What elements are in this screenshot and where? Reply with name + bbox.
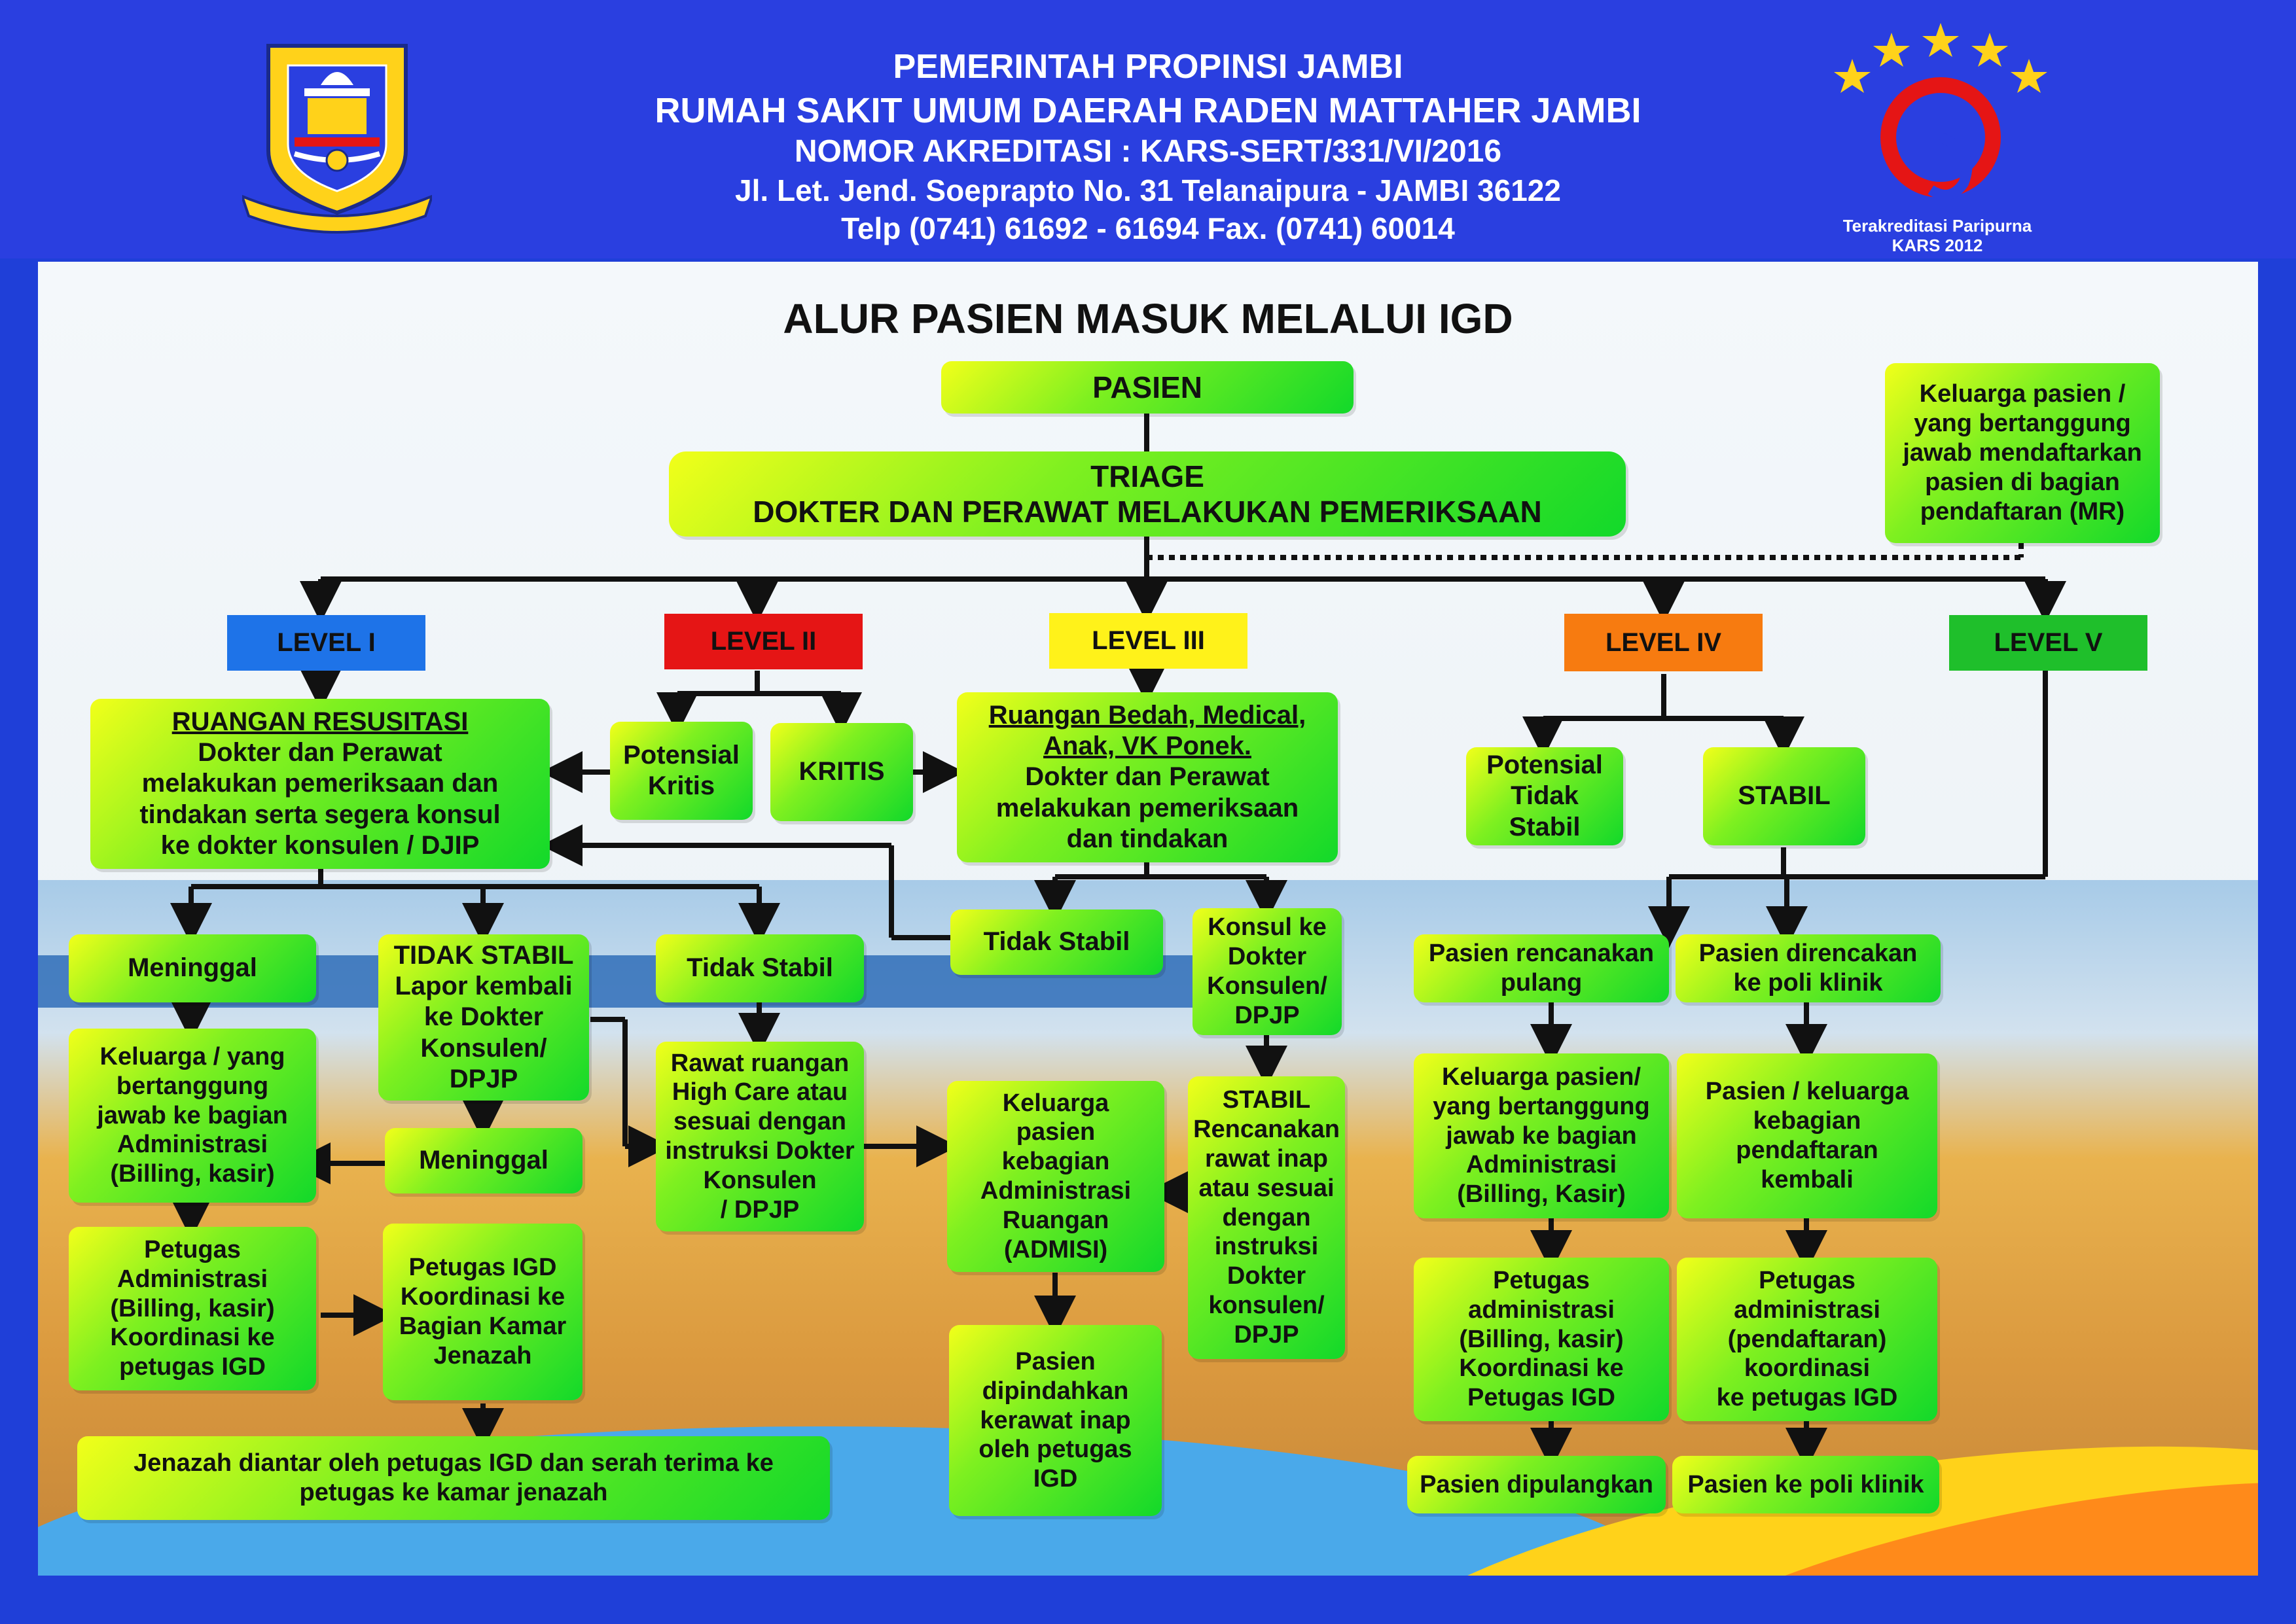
stabil-box [1703, 747, 1865, 845]
tidak-stabil-lapor-box [378, 934, 589, 1101]
box-line: ke dokter konsulen / DJIP [160, 830, 480, 860]
box-line: Petugas [144, 1235, 241, 1263]
box-line: melakukan pemeriksaan [996, 793, 1299, 822]
box-line: Konsulen/ DPJP [420, 1033, 547, 1093]
meninggal-box [385, 1128, 583, 1193]
keluarga-daftar-box [1885, 363, 2160, 543]
tidak-stabil-box [656, 934, 864, 1002]
box-line: jawab ke bagian [97, 1101, 288, 1129]
keluarga-admisi-box [947, 1081, 1164, 1272]
tidak-stabil-label: Tidak Stabil [687, 953, 833, 983]
box-line: jawab ke bagian [1446, 1121, 1637, 1150]
box-line: kebagian [1001, 1148, 1110, 1176]
box-line: (pendaftaran) [1727, 1325, 1887, 1353]
jenazah-box [77, 1436, 830, 1520]
box-line: Jenazah diantar oleh petugas IGD dan serah terima ke [134, 1449, 774, 1477]
box-line: rawat inap [1205, 1144, 1328, 1173]
box-line: instruksi [1214, 1233, 1319, 1261]
box-line: Keluarga pasien/ [1441, 1063, 1641, 1091]
box-line: instruksi Dokter [665, 1137, 855, 1165]
level-5-label: LEVEL V [1949, 615, 2147, 671]
pasien-dipindahkan-box [949, 1325, 1162, 1516]
ke-poli-label: Pasien ke poli klinik [1687, 1470, 1924, 1498]
box-line: Keluarga / yang [99, 1042, 285, 1070]
box-line: petugas ke kamar jenazah [299, 1479, 608, 1506]
pasien-label: PASIEN [1092, 370, 1202, 404]
box-line: Bagian Kamar [399, 1313, 567, 1340]
box-line: Pasien / keluarga [1705, 1078, 1909, 1106]
petugas-pendaftaran-box [1677, 1258, 1937, 1421]
stabil-label: STABIL [1738, 781, 1831, 811]
box-line: konsulen/ [1208, 1292, 1325, 1320]
triage-description: DOKTER DAN PERAWAT MELAKUKAN PEMERIKSAAN [753, 495, 1542, 529]
level-3-label: LEVEL III [1049, 613, 1247, 669]
pasien-dipulangkan-box [1407, 1456, 1666, 1513]
accreditation-label-1: Terakreditasi Paripurna [1842, 216, 2032, 236]
box-line: STABIL [1222, 1086, 1311, 1114]
level-2-label: LEVEL II [664, 614, 863, 669]
box-line: bertanggung [116, 1072, 269, 1100]
box-line: Petugas IGD [1467, 1384, 1615, 1412]
box-line: dipindahkan [982, 1377, 1129, 1405]
box-line: Koordinasi ke [1459, 1354, 1624, 1383]
box-line: Administrasi [980, 1177, 1132, 1205]
bedah-title-line: Anak, VK Ponek. [1043, 732, 1251, 761]
box-line: Petugas IGD [408, 1254, 557, 1282]
level-4-label: LEVEL IV [1564, 614, 1763, 671]
box-line: Rawat ruangan [670, 1049, 850, 1077]
box-line: atau sesuai [1198, 1174, 1335, 1202]
box-line: (Billing, Kasir) [1457, 1180, 1626, 1209]
box-line: Koordinasi ke [400, 1283, 565, 1311]
box-line: Administrasi [117, 1131, 268, 1159]
box-line: Keluarga pasien / [1919, 380, 2126, 408]
box-line: administrasi [1468, 1296, 1615, 1324]
petugas-administrasi-box [69, 1227, 316, 1390]
box-line: pasien di bagian [1925, 468, 2120, 496]
box-line: Koordinasi ke [110, 1324, 275, 1352]
box-line: sesuai dengan [673, 1108, 846, 1136]
level-1-label: LEVEL I [227, 615, 425, 671]
box-line: ke Dokter [423, 1002, 544, 1032]
box-line: dengan [1222, 1203, 1311, 1231]
triage-box [669, 451, 1626, 537]
box-line: / DPJP [720, 1195, 800, 1224]
box-line: Konsulen/ [1207, 972, 1327, 1000]
box-line: Keluarga [1002, 1089, 1109, 1117]
box-line: Kritis [647, 771, 715, 800]
meninggal-box [69, 934, 316, 1002]
dipulangkan-label: Pasien dipulangkan [1420, 1470, 1653, 1498]
accreditation-label-2: KARS 2012 [1892, 236, 1983, 255]
box-line: Pasien rencanakan [1428, 940, 1655, 968]
petugas-administrasi-box [1414, 1258, 1669, 1421]
meninggal-label: Meninggal [419, 1146, 548, 1175]
box-line: tindakan serta segera konsul [139, 800, 501, 829]
box-line: Pasien direncakan [1698, 940, 1918, 968]
box-line: IGD [1033, 1465, 1078, 1493]
tidak-stabil-label: Tidak Stabil [983, 927, 1130, 957]
box-line: Dokter [1227, 943, 1307, 971]
header-line-3: NOMOR AKREDITASI : KARS-SERT/331/VI/2016 [794, 134, 1502, 169]
box-line: High Care atau [672, 1078, 848, 1106]
box-line: Petugas [1493, 1266, 1590, 1294]
box-line: kebagian [1753, 1107, 1861, 1135]
stabil-rawat-inap-box [1188, 1076, 1345, 1359]
box-line: Ruangan [1002, 1206, 1109, 1234]
pasien-keluarga-pendaftaran-box [1677, 1053, 1937, 1218]
box-line: kerawat inap [980, 1406, 1131, 1434]
box-line: oleh petugas [978, 1436, 1132, 1464]
bedah-title-line: Ruangan Bedah, Medical, [988, 701, 1306, 730]
meninggal-label: Meninggal [128, 953, 257, 983]
kritis-label: KRITIS [798, 757, 885, 786]
box-line: DPJP [1234, 1320, 1299, 1349]
box-line: Dokter dan Perawat [1025, 762, 1270, 792]
box-line: dan tindakan [1066, 824, 1229, 853]
kritis-box [770, 723, 913, 821]
box-line: petugas IGD [119, 1353, 266, 1381]
box-line: pasien [1016, 1118, 1096, 1146]
box-line: TIDAK STABIL [393, 941, 574, 970]
keluarga-administrasi-box [69, 1029, 316, 1203]
header-line-2: RUMAH SAKIT UMUM DAERAH RADEN MATTAHER JAMBI [655, 91, 1641, 130]
pasien-rencana-pulang-box [1414, 934, 1669, 1002]
box-line: (Billing, kasir) [110, 1160, 275, 1188]
diagram-title: ALUR PASIEN MASUK MELALUI IGD [783, 295, 1513, 342]
box-line: Potensial [623, 740, 740, 769]
header-line-5: Telp (0741) 61692 - 61694 Fax. (0741) 60014 [841, 211, 1455, 245]
box-line: Rencanakan [1193, 1116, 1340, 1144]
pasien-ke-poli-box [1672, 1456, 1939, 1513]
box-line: Konsulen [703, 1166, 817, 1194]
box-line: administrasi [1734, 1296, 1880, 1324]
petugas-igd-box [383, 1224, 583, 1400]
box-line: DPJP [1234, 1001, 1300, 1029]
box-line: yang bertanggung [1433, 1092, 1650, 1120]
tidak-stabil-box [950, 909, 1163, 975]
rawat-high-care-box [656, 1042, 864, 1231]
box-line: (Billing, kasir) [110, 1294, 275, 1322]
box-line: Administrasi [117, 1265, 268, 1293]
box-line: pulang [1500, 969, 1583, 997]
box-line: Dokter dan Perawat [198, 738, 442, 768]
resusitasi-title: RUANGAN RESUSITASI [171, 707, 469, 737]
box-line: Dokter [1227, 1262, 1306, 1290]
header-line-4: Jl. Let. Jend. Soeprapto No. 31 Telanaipura - JAMBI 36122 [735, 173, 1561, 207]
resusitasi-box [90, 699, 550, 869]
box-line: Jenazah [433, 1341, 532, 1369]
box-line: ke petugas IGD [1716, 1384, 1898, 1412]
box-line: Tidak Stabil [1509, 781, 1581, 841]
box-line: yang bertanggung [1914, 410, 2131, 438]
box-line: Administrasi [1465, 1151, 1617, 1179]
box-line: jawab mendaftarkan [1903, 439, 2142, 467]
box-line: ke poli klinik [1733, 969, 1883, 997]
konsul-box [1193, 908, 1342, 1035]
box-line: kembali [1761, 1165, 1854, 1193]
box-line: (ADMISI) [1003, 1235, 1108, 1263]
box-line: Konsul ke [1208, 913, 1327, 942]
ruangan-bedah-box [957, 692, 1338, 862]
box-line: (Billing, kasir) [1459, 1325, 1624, 1353]
box-line: koordinasi [1744, 1354, 1871, 1383]
box-line: Potensial [1486, 750, 1603, 780]
box-line: pendaftaran (MR) [1920, 497, 2125, 525]
potensial-kritis-box [610, 722, 753, 820]
box-line: Pasien [1015, 1347, 1096, 1375]
keluarga-administrasi-box [1414, 1053, 1669, 1218]
pasien-rencana-poli-box [1676, 934, 1941, 1002]
pasien-box [941, 361, 1354, 414]
box-line: melakukan pemeriksaan dan [141, 769, 499, 798]
box-line: pendaftaran [1736, 1137, 1878, 1164]
box-line: Petugas [1759, 1266, 1856, 1294]
header-line-1: PEMERINTAH PROPINSI JAMBI [893, 48, 1403, 86]
potensial-tidak-stabil-box [1466, 747, 1623, 845]
box-line: Lapor kembali [395, 972, 573, 1001]
triage-label: TRIAGE [1090, 459, 1204, 493]
